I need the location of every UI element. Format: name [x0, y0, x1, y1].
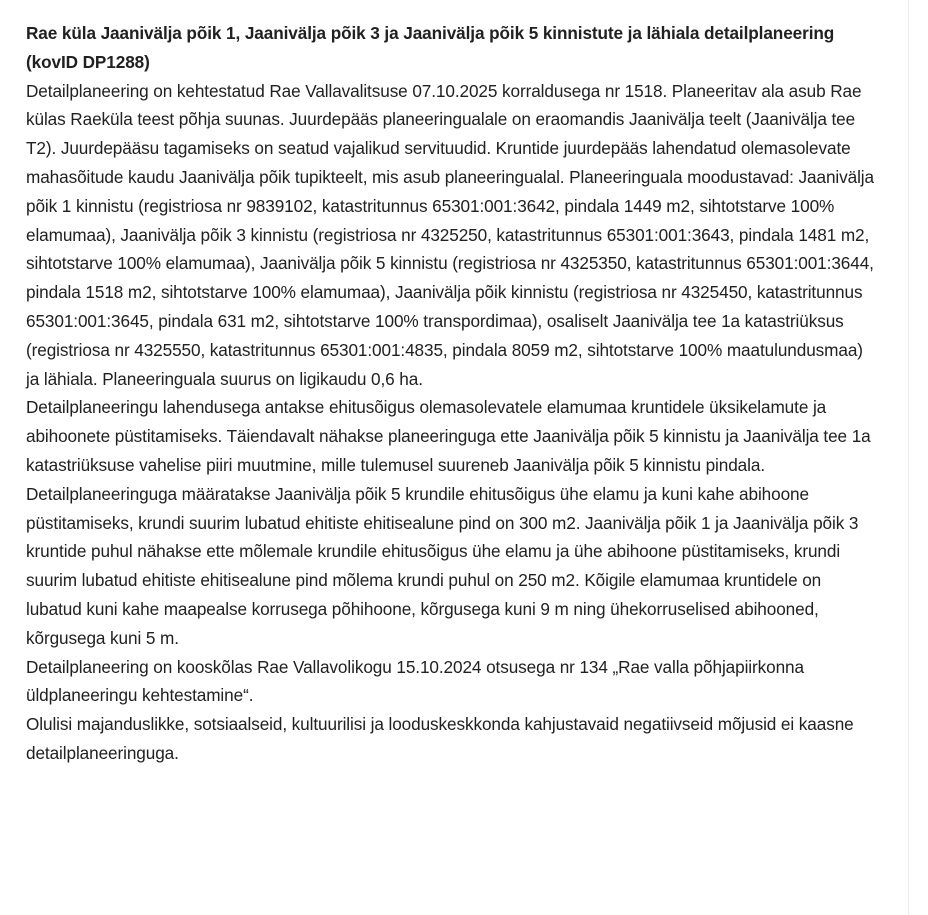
document-title: Rae küla Jaanivälja põik 1, Jaanivälja põik 3 ja Jaanivälja põik 5 kinnistute ja lähiala detailplaneering (kovID DP1288): [26, 23, 835, 72]
paragraph-building-rights: Detailplaneeringu lahendusega antakse ehitusõigus olemasolevatele elamumaa kruntidele üksikelamute ja abihoonete püstitamiseks. Täiendavalt nähakse planeeringuga ette Jaanivälja põik 5 kinnistu ja Jaanivälja tee 1a katastriüksuse vahelise piiri muutmine, mille tulemusel suureneb Jaanivälja põik 5 kinnistu pindala. Detailplaneeringuga määratakse Jaanivälja põik 5 krundile ehitusõigus ühe elamu ja kuni kahe abihoone püstitamiseks, krundi suurim lubatud ehitiste ehitisealune pind on 300 m2. Jaanivälja põik 1 ja Jaanivälja põik 3 kruntide puhul nähakse ette mõlemale krundile ehitusõigus ühe elamu ja ühe abihoone püstitamiseks, krundi suurim lubatud ehitiste ehitisealune pind mõlema krundi puhul on 250 m2. Kõigile elamumaa kruntidele on lubatud kuni kahe maapealse korrusega põhihoone, kõrgusega kuni 9 m ning ühekorruselised abihooned, kõrgusega kuni 5 m.: [26, 397, 871, 648]
paragraph-impacts: Olulisi majanduslikke, sotsiaalseid, kultuurilisi ja looduskeskkonda kahjustavaid negatiivseid mõjusid ei kaasne detailplaneeringuga.: [26, 714, 854, 763]
document-body: [26, 19, 876, 768]
paragraph-general-plan-conformity: Detailplaneering on kooskõlas Rae Vallavolikogu 15.10.2024 otsusega nr 134 „Rae valla põhjapiirkonna üldplaneeringu kehtestamine“.: [26, 656, 804, 706]
paragraph-plan-area: Detailplaneering on kehtestatud Rae Vallavalitsuse 07.10.2025 korraldusega nr 1518. Planeeritav ala asub Rae külas Raeküla teest põhja suunas. Juurdepääs planeeringualale on eraomandis Jaanivälja teelt (Jaanivälja tee T2). Juurdepääsu tagamiseks on seatud vajalikud servituudid. Kruntide juurdepääs lahendatud olemasolevate mahasõitude kaudu Jaanivälja põik tupikteelt, mis asub planeeringualal. Planeeringuala moodustavad: Jaanivälja põik 1 kinnistu (registriosa nr 9839102, katastritunnus 65301:001:3642, pindala 1449 m2, sihtotstarve 100% elamumaa), Jaanivälja põik 3 kinnistu (registriosa nr 4325250, katastritunnus 65301:001:3643, pindala 1481 m2, sihtotstarve 100% elamumaa), Jaanivälja põik 5 kinnistu (registriosa nr 4325350, katastritunnus 65301:001:3644, pindala 1518 m2, sihtotstarve 100% elamumaa), Jaanivälja põik kinnistu (registriosa nr 4325450, katastritunnus 65301:001:3645, pindala 631 m2, sihtotstarve 100% transpordimaa), osaliselt Jaanivälja tee 1a katastriüksus (registriosa nr 4325550, katastritunnus 65301:001:4835, pindala 8059 m2, sihtotstarve 100% maatulundusmaa) ja lähiala. Planeeringuala suurus on ligikaudu 0,6 ha.: [26, 80, 874, 389]
scrollbar-track[interactable]: [908, 0, 909, 915]
